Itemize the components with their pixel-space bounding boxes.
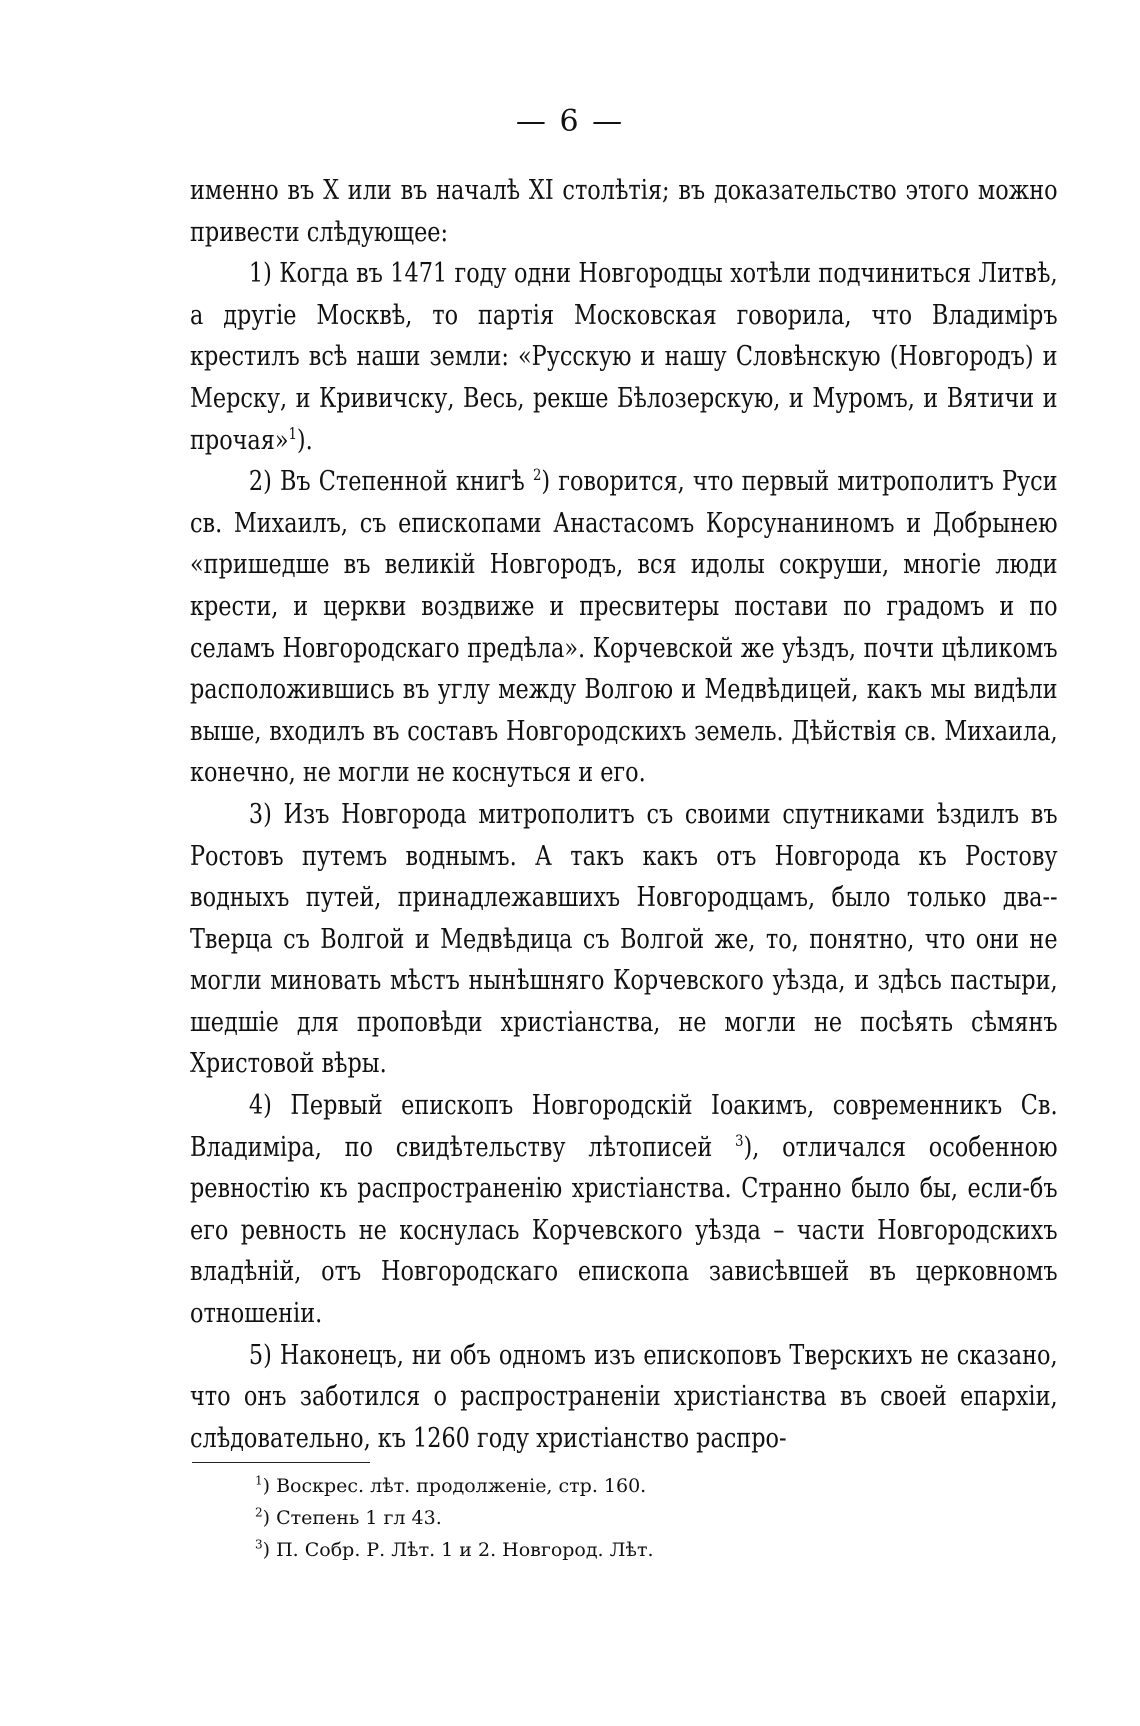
paragraph-2: 2) Въ Степенной книгѣ $^2$) говорится, что первый митрополитъ Руси св. Михаилъ, съ епископами Анастасомъ Корсунаниномъ и Добрынею «пришедше въ великій Новгородъ, вся идолы сокруши, многіе люди крести, и церкви воздвиже и пресвитеры постави по градомъ и по селамъ Новгородскаго предѣла». Корчевской же уѣздъ, почти цѣликомъ расположившись въ углу между Волгою и Медвѣдицей, какъ мы видѣли выше, входилъ въ составъ Новгородскихъ земель. Дѣйствія св. Михаила, конечно, не могли не коснуться и его.	[190, 465, 1058, 789]
footnote-1: $^1$) Воскрес. лѣт. продолженіе, стр. 160.	[255, 1473, 647, 1497]
footnote-ref-1: 1	[288, 423, 297, 443]
paragraph-3: 3) Изъ Новгорода митрополитъ съ своими спутниками ѣздилъ въ Ростовъ путемъ воднымъ. А такъ какъ отъ Новгорода къ Ростову водныхъ путей, принадлежавшихъ Новгородцамъ, было только два--Тверца съ Волгой и Медвѣдица съ Волгой же, то, понятно, что они не могли миновать мѣстъ нынѣшняго Корчевского уѣзда, и здѣсь пастыри, шедшіе для проповѣди христіанства, не могли не посѣять сѣмянъ Христовой вѣры.	[190, 798, 1058, 1080]
paragraph-5: 5) Наконецъ, ни объ одномъ изъ епископовъ Тверскихъ не сказано, что онъ заботился о распространеніи христіанства въ своей епархіи, слѣдовательно, къ 1260 году христіанство распро-	[190, 1339, 1058, 1454]
body-text	[190, 170, 1058, 1459]
footnote-divider	[192, 1462, 370, 1463]
footnotes	[255, 1470, 654, 1566]
footnote-2: $^2$) Степень 1 гл 43.	[255, 1505, 442, 1529]
footnote-ref-3: 3	[735, 1130, 744, 1150]
footnote-3: $^3$) П. Собр. Р. Лѣт. 1 и 2. Новгород. Лѣт.	[255, 1537, 654, 1561]
paragraph-4: 4) Первый епископъ Новгородскій Іоакимъ, современникъ Св. Владиміра, по свидѣтельству лѣтописей $^3$), отличался особенною ревностію къ распространенію христіанства. Странно было бы, если-бъ его ревность не коснулась Корчевского уѣзда – части Новгородскихъ владѣній, отъ Новгородскаго епископа зависѣвшей въ церковномъ отношеніи.	[190, 1090, 1058, 1330]
paragraph-1: 1) Когда въ 1471 году одни Новгородцы хотѣли подчиниться Литвѣ, а другіе Москвѣ, то партія Московская говорила, что Владиміръ крестилъ всѣ наши земли: «Русскую и нашу Словѣнскую (Новгородъ) и Мерску, и Кривичску, Весь, рекше Бѣлозерскую, и Муромъ, и Вятичи и прочая»$^1$).	[190, 258, 1058, 456]
footnote-ref-2: 2	[532, 465, 542, 485]
page-number: — 6 —	[515, 104, 625, 139]
paragraph-intro: именно въ X или въ началѣ XI столѣтія; въ доказательство этого можно привести слѣдующее:	[190, 175, 1058, 248]
